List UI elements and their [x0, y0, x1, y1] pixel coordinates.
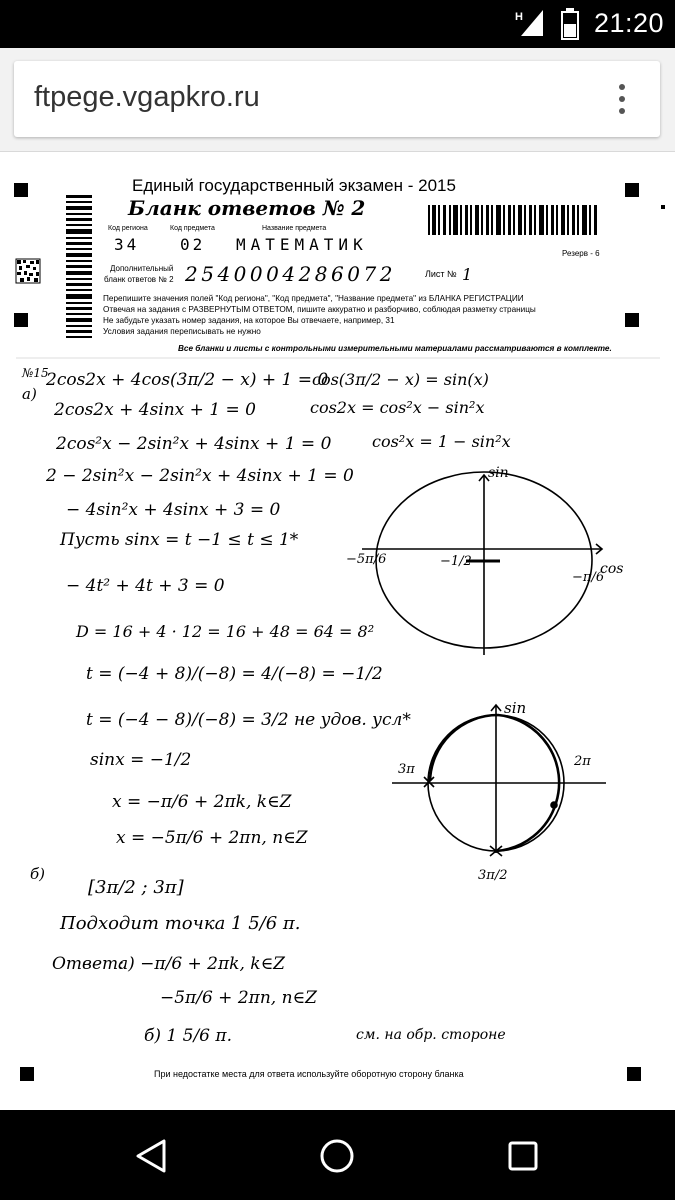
corner-marker [625, 313, 639, 327]
exam-title: Единый государственный экзамен - 2015 [132, 176, 456, 195]
notice-bold: Все бланки и листы с контрольными измерительными материалами рассматриваются в комплекте. [178, 344, 612, 353]
additional-number: 2540004286072 [185, 262, 396, 286]
additional-label-2: бланк ответов № 2 [104, 275, 174, 284]
navigation-bar [0, 1110, 675, 1200]
subject-name-value: МАТЕМАТИК [236, 235, 368, 254]
unit-circle-2 [392, 705, 606, 856]
circle1-mid-label: −1/2 [440, 554, 472, 569]
circle1-cos-label: cos [600, 561, 624, 577]
answer-a2: −5π/6 + 2πn, n∈Z [160, 988, 317, 1008]
recent-apps-icon[interactable] [500, 1133, 546, 1179]
solution-line-13: x = −5π/6 + 2πn, n∈Z [116, 828, 308, 848]
corner-marker [625, 183, 639, 197]
circle2-bottom-label: 3π/2 [478, 868, 508, 883]
solution-line-4: 2 − 2sin²x − 2sin²x + 4sinx + 1 = 0 [46, 466, 354, 486]
interval: [3π/2 ; 3π] [88, 877, 184, 898]
solution-line-10: t = (−4 − 8)/(−8) = 3/2 не удов. усл* [86, 710, 411, 730]
qr-code [16, 259, 40, 283]
solution-line-1: 2cos2x + 4cos(3π/2 − x) + 1 = 0 [46, 370, 329, 390]
instruction-1: Перепишите значения полей "Код региона", "Код предмета", "Название предмета" из БЛАНКА РЕГИСТРАЦИИ [103, 294, 524, 303]
corner-marker [14, 183, 28, 197]
status-bar [0, 0, 675, 48]
more-vert-icon[interactable] [610, 81, 634, 119]
instruction-4: Условия задания переписывать не нужно [103, 327, 261, 336]
solution-line-9: t = (−4 + 8)/(−8) = 4/(−8) = −1/2 [86, 664, 383, 684]
circle1-left-root: −5π/6 [346, 552, 387, 567]
battery-icon [560, 8, 580, 40]
circle2-right-label: 2π [574, 754, 591, 769]
solution-line-6: Пусть sinx = t −1 ≤ t ≤ 1* [60, 530, 299, 550]
side-note-3: cos²x = 1 − sin²x [372, 432, 511, 451]
answer-label: Ответ: [52, 954, 124, 974]
circle2-left-label: 3π [398, 762, 415, 777]
horizontal-barcode [428, 205, 597, 235]
label-subject-code: Код предмета [170, 225, 215, 232]
back-icon[interactable] [128, 1133, 174, 1179]
answer-sheet-scan [0, 153, 675, 1111]
see-back-note: см. на обр. стороне [356, 1027, 506, 1043]
solution-line-3: 2cos²x − 2sin²x + 4sinx + 1 = 0 [56, 434, 332, 454]
blank-title: Бланк ответов № 2 [128, 196, 366, 220]
browser-toolbar [0, 48, 675, 152]
status-time: 21:20 [594, 8, 665, 38]
signal-icon [515, 8, 545, 38]
sheet-label: Лист № [425, 269, 457, 279]
solution-line-11: sinx = −1/2 [90, 750, 192, 770]
answer-b: б) 1 5/6 π. [144, 1026, 232, 1046]
circle1-sin-label: sin [488, 465, 509, 481]
solution-line-2: 2cos2x + 4sinx + 1 = 0 [54, 400, 256, 420]
sheet-number: 1 [462, 265, 473, 284]
vertical-barcode [66, 195, 92, 338]
solution-line-8: D = 16 + 4 · 12 = 16 + 48 = 64 = 8² [76, 622, 375, 641]
footer-note: При недостатке места для ответа используйте оборотную сторону бланка [154, 1069, 464, 1079]
home-icon[interactable] [314, 1133, 360, 1179]
network-type: H [515, 11, 523, 23]
corner-marker [14, 313, 28, 327]
region-code-value: 34 [114, 235, 140, 254]
task-number: №15 [22, 366, 49, 380]
url-bar[interactable] [14, 61, 660, 137]
corner-marker [20, 1067, 34, 1081]
part-a-label: а) [22, 385, 37, 403]
handwritten-solution [21, 366, 511, 1046]
answer-a1: а) −π/6 + 2πk, k∈Z [118, 954, 285, 974]
reserve-label: Резерв - 6 [562, 249, 600, 258]
subject-code-value: 02 [180, 235, 206, 254]
solution-line-7: − 4t² + 4t + 3 = 0 [66, 576, 225, 596]
label-subject-name: Название предмета [262, 225, 327, 232]
solution-line-12: x = −π/6 + 2πk, k∈Z [112, 792, 292, 812]
url-text[interactable]: ftpege.vgapkro.ru [34, 81, 260, 113]
solution-line-5: − 4sin²x + 4sinx + 3 = 0 [66, 500, 281, 520]
instruction-2: Отвечая на задания с РАЗВЕРНУТЫМ ОТВЕТОМ, пишите аккуратно и разборчиво, соблюдая разметку страницы [103, 305, 536, 314]
corner-marker [627, 1067, 641, 1081]
additional-label-1: Дополнительный [110, 264, 174, 273]
side-note-1: cos(3π/2 − x) = sin(x) [312, 370, 489, 389]
instruction-3: Не забудьте указать номер задания, на которое Вы отвечаете, например, 31 [103, 316, 395, 325]
part-b-label: б) [30, 865, 46, 883]
solution-line-14: Подходит точка 1 5/6 π. [60, 913, 301, 934]
circle1-right-root: −π/6 [572, 570, 605, 585]
side-note-2: cos2x = cos²x − sin²x [310, 398, 485, 417]
circle2-sin-label: sin [504, 699, 527, 717]
web-page-content[interactable] [0, 153, 675, 1111]
unit-circle-1 [362, 472, 605, 655]
label-region-code: Код региона [108, 225, 148, 232]
